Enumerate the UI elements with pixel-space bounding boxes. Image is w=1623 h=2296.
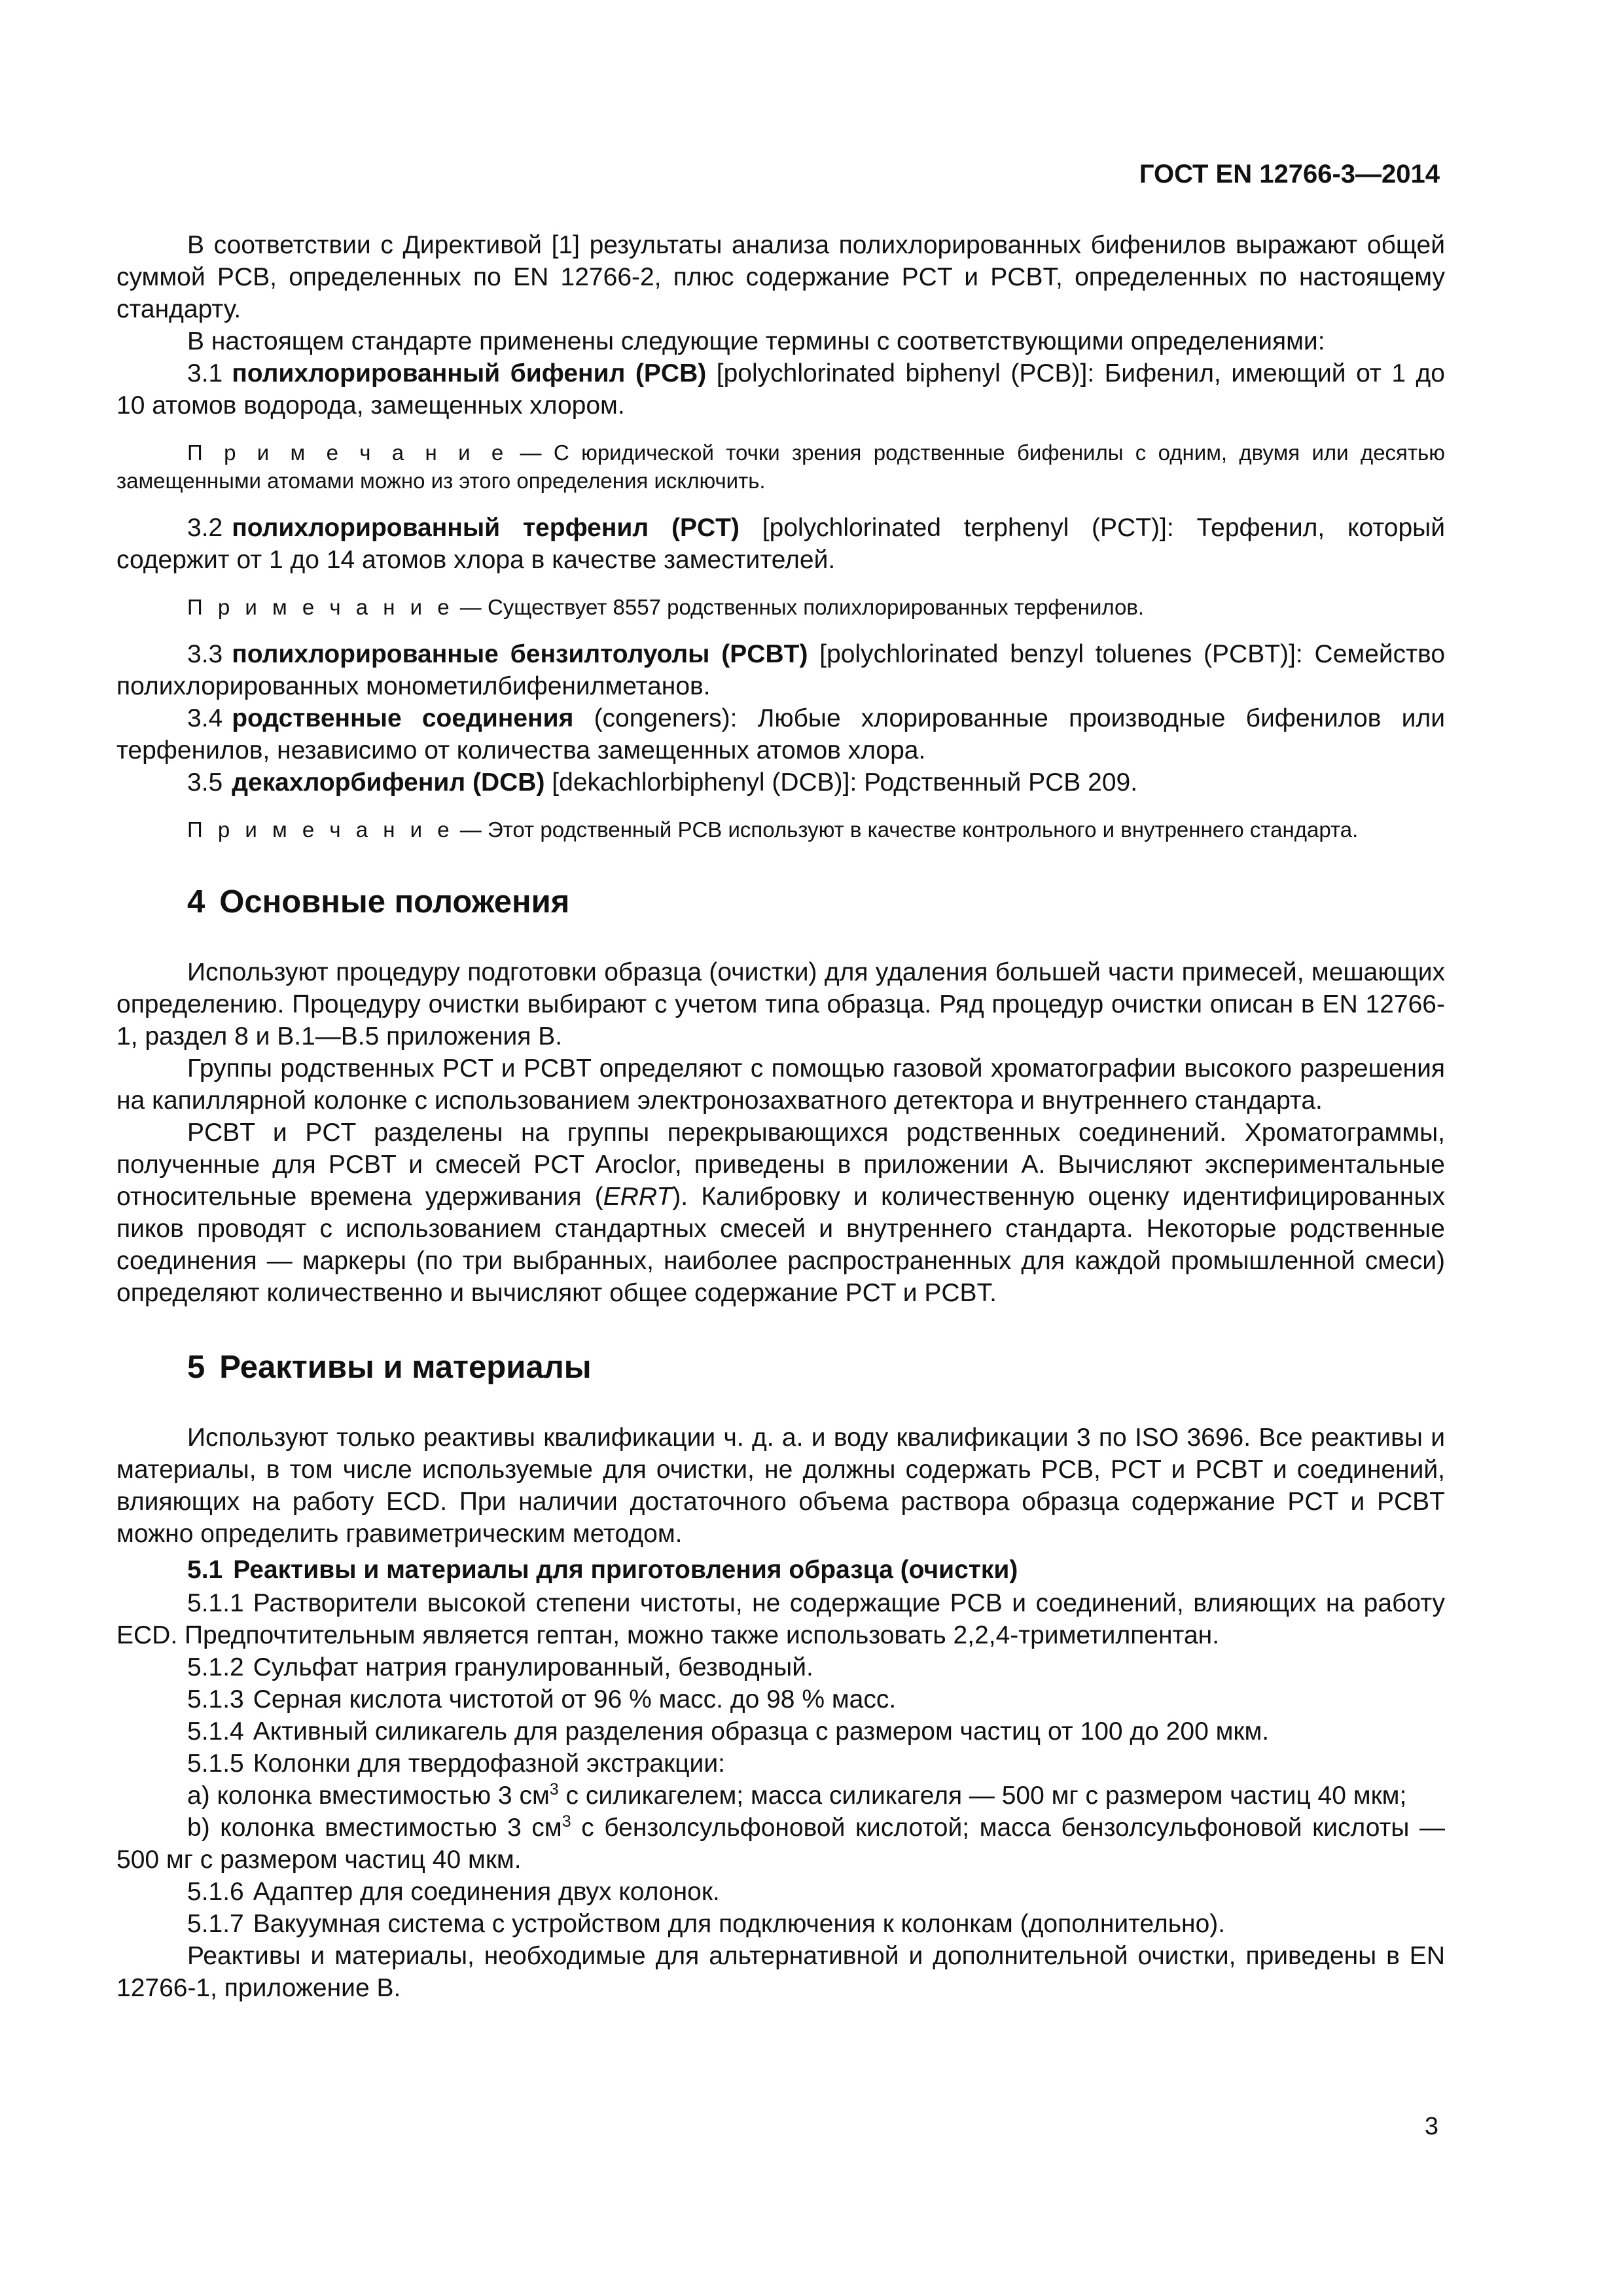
note-text: — Существует 8557 родственных полихлорированных терфенилов. [454, 595, 1145, 619]
item-number: 5.1.7 [187, 1910, 244, 1938]
item-text: с силикагелем; масса силикагеля — 500 мг с размером частиц 40 мкм; [558, 1782, 1407, 1810]
note-text: — С юридической точки зрения родственные бифенилы с одним, двумя или десятью замещенными атомами можно из этого определения исключить. [116, 440, 1445, 493]
subsection-title: Реактивы и материалы для приготовления образца (очистки) [233, 1556, 1018, 1584]
list-item [116, 1587, 1445, 1651]
list-item [116, 1748, 1445, 1780]
note-label: П р и м е ч а н и е [187, 817, 454, 842]
item-number: 5.1.2 [187, 1653, 244, 1681]
page-content [116, 229, 1445, 2004]
section-heading [187, 883, 1445, 921]
item-text: колонка вместимостью 3 см [209, 1814, 562, 1842]
item-number: 5.1.1 [187, 1589, 244, 1617]
superscript: 3 [562, 1812, 571, 1831]
section-title: Основные положения [219, 884, 570, 920]
item-letter: b) [187, 1814, 210, 1842]
note [116, 593, 1445, 621]
item-text: Адаптер для соединения двух колонок. [253, 1878, 720, 1906]
term-name: полихлорированный терфенил (PCT) [232, 514, 740, 542]
body-paragraph: Используют только реактивы квалификации ч. д. а. и воду квалификации 3 по ISO 3696. Все реактивы и материалы, в том числе используемые для очистки, не должны содержать PCB, PCT и PCBT и соединений, влияющих на работу ECD. При наличии достаточного объема раствора образца содержание PCT и PCBT можно определить гравиметрическим методом. [116, 1424, 1445, 1548]
term-number: 3.2 [187, 514, 223, 542]
item-number: 5.1.3 [187, 1685, 244, 1713]
item-text: колонка вместимостью 3 см [209, 1782, 550, 1810]
body-paragraph: Используют процедуру подготовки образца (очистки) для удаления большей части примесей, мешающих определению. Процедуру очистки выбирают с учетом типа образца. Ряд процедур очистки описан в EN 12766-1, раздел 8 и B.1—B.5 приложения B. [116, 958, 1445, 1050]
item-number: 5.1.5 [187, 1749, 244, 1778]
body-paragraph: Группы родственных PCT и PCBT определяют с помощью газовой хроматографии высокого разрешения на капиллярной колонке с использованием электронозахватного детектора и внутреннего стандарта. [116, 1054, 1445, 1115]
item-text: Колонки для твердофазной экстракции: [253, 1749, 725, 1778]
term-name: полихлорированные бензилтолуолы (PCBT) [232, 640, 808, 668]
intro-paragraph: В настоящем стандарте применены следующие термины с соответствующими определениями: [187, 327, 1325, 355]
list-item [116, 1908, 1445, 1940]
term-definition [116, 512, 1445, 576]
sub-list-item [116, 1780, 1445, 1812]
list-item [116, 1876, 1445, 1908]
term-definition [116, 638, 1445, 702]
term-text: [polychlorinated benzyl toluenes (PCBT)]: Семейство полихлорированных монометилбифенилметанов. [116, 640, 1446, 700]
item-text: Сульфат натрия гранулированный, безводный. [253, 1653, 813, 1681]
sub-list-item [116, 1812, 1445, 1876]
subsection-number: 5.1 [187, 1556, 223, 1584]
body-paragraph: Реактивы и материалы, необходимые для альтернативной и дополнительной очистки, приведены в EN 12766-1, приложение B. [116, 1942, 1445, 2002]
item-text: Вакуумная система с устройством для подключения к колонкам (дополнительно). [253, 1910, 1226, 1938]
abbreviation-errt: ERRT [603, 1183, 673, 1211]
section-title: Реактивы и материалы [219, 1350, 592, 1385]
term-text: (congeners): Любые хлорированные производные бифенилов или терфенилов, независимо от количества замещенных атомов хлора. [116, 704, 1445, 764]
note-label: П р и м е ч а н и е [187, 595, 454, 619]
note-text: — Этот родственный PCB используют в качестве контрольного и внутреннего стандарта. [454, 817, 1359, 842]
item-number: 5.1.4 [187, 1717, 244, 1746]
term-name: декахлорбифенил (DCB) [232, 768, 545, 797]
item-number: 5.1.6 [187, 1878, 244, 1906]
intro-paragraph: В соответствии с Директивой [1] результаты анализа полихлорированных бифенилов выражают общей суммой PCB, определенных по EN 12766-2, плюс содержание PCT и PCBT, определенных по настоящему стандарту. [116, 231, 1445, 323]
term-definition [116, 702, 1445, 766]
list-item [116, 1683, 1445, 1715]
list-item [116, 1651, 1445, 1683]
body-text: PCBT и PCT разделены на группы перекрывающихся родственных соединений. Хроматограммы, полученные для PCBT и смесей PCT Aroclor, приведены в приложении A. Вычисляют экспериментальные относительные времена удерживания ( [116, 1119, 1445, 1211]
item-text: с бензолсульфоновой кислотой; масса бензолсульфоновой кислоты — 500 мг с размером частиц 40 мкм. [116, 1814, 1445, 1874]
item-text: Активный силикагель для разделения образца с размером частиц от 100 до 200 мкм. [253, 1717, 1270, 1746]
term-text: [polychlorinated biphenyl (PCB)]: Бифенил, имеющий от 1 до 10 атомов водорода, замещенных хлором. [116, 359, 1446, 420]
term-number: 3.3 [187, 640, 223, 668]
term-definition [116, 766, 1445, 798]
term-number: 3.4 [187, 704, 223, 732]
item-text: Растворители высокой степени чистоты, не содержащие PCB и соединений, влияющих на работу ECD. Предпочтительным является гептан, можно также использовать 2,2,4-триметилпентан. [116, 1589, 1445, 1649]
page-number: 3 [1424, 2113, 1438, 2140]
note [116, 816, 1445, 844]
term-definition [116, 357, 1445, 422]
item-text: Серная кислота чистотой от 96 % масс. до 98 % масс. [253, 1685, 897, 1713]
list-item [116, 1715, 1445, 1748]
standard-code: ГОСТ EN 12766-3—2014 [1139, 160, 1440, 188]
term-number: 3.5 [187, 768, 223, 797]
superscript: 3 [549, 1780, 559, 1799]
subsection-heading [187, 1554, 1445, 1586]
term-text: [polychlorinated terphenyl (PCT)]: Терфенил, который содержит от 1 до 14 атомов хлора в качестве заместителей. [116, 514, 1445, 574]
section-number: 4 [187, 884, 205, 920]
term-name: родственные соединения [232, 704, 574, 732]
term-name: полихлорированный бифенил (PCB) [232, 359, 707, 387]
body-paragraph [116, 1117, 1445, 1309]
section-heading [187, 1348, 1445, 1386]
body-text: ). Калибровку и количественную оценку идентифицированных пиков проводят с использованием стандартных смесей и внутреннего стандарта. Некоторые родственные соединения — маркеры (по три выбранных, наиболее распространенных для каждой промышленной смеси) определяют количественно и вычисляют общее содержание PCT и PCBT. [116, 1183, 1446, 1307]
note [116, 439, 1445, 495]
item-letter: a) [187, 1782, 210, 1810]
note-label: П р и м е ч а н и е [187, 440, 508, 465]
term-number: 3.1 [187, 359, 223, 387]
term-text: [dekachlorbiphenyl (DCB)]: Родственный PCB 209. [544, 768, 1138, 797]
section-number: 5 [187, 1350, 205, 1385]
